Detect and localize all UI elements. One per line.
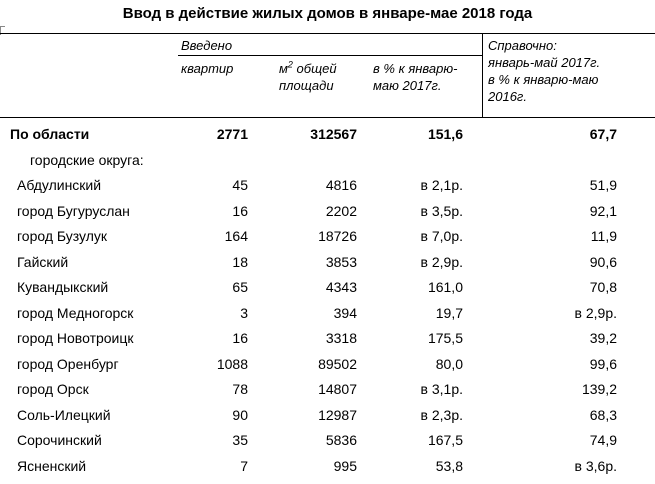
row-apartments: 3: [240, 304, 248, 321]
row-area: 4343: [325, 279, 357, 295]
header-area-unit: м: [279, 61, 288, 76]
row-reference: 39,2: [589, 330, 617, 346]
header-top-rule: [0, 33, 655, 34]
row-name: Ясненский: [17, 457, 87, 474]
row-percent: 175,5: [427, 330, 463, 346]
row-area: 2202: [325, 202, 357, 219]
header-reference-line1: Справочно:: [488, 38, 557, 53]
header-area: [279, 60, 337, 94]
header-area-sup: 2: [287, 59, 293, 70]
table-row: [0, 201, 655, 227]
header-apartments: квартир: [181, 61, 234, 76]
header-reference: [488, 37, 600, 105]
row-name: город Бугуруслан: [17, 202, 130, 219]
row-apartments: 65: [232, 279, 248, 295]
table-row: [0, 456, 655, 482]
row-area: 89502: [318, 355, 357, 372]
header-percent: [373, 60, 457, 94]
row-reference: 90,6: [589, 253, 617, 270]
header-area-line1: общей: [292, 61, 337, 76]
row-area: 995: [333, 457, 357, 474]
header-reference-line2: январь-май 2017г.: [488, 55, 601, 70]
row-apartments: 35: [232, 432, 248, 448]
row-name: город Оренбург: [17, 355, 119, 372]
total-row: [0, 124, 655, 150]
row-name: Кувандыкский: [17, 279, 109, 295]
row-area: 18726: [318, 228, 357, 244]
header-area-line2: площади: [279, 78, 334, 93]
table-row: [0, 354, 655, 380]
row-reference: 92,1: [589, 202, 617, 219]
row-apartments: 7: [240, 457, 248, 474]
row-reference: 139,2: [581, 381, 617, 397]
table-title: Ввод в действие жилых домов в январе-мае 2018 года: [122, 5, 533, 22]
row-apartments: 2771: [216, 126, 248, 142]
header-divider: [482, 33, 483, 117]
table-row: [0, 277, 655, 303]
header-introduced: Введено: [181, 38, 233, 53]
row-apartments: 90: [232, 406, 248, 423]
row-reference: в 2,9р.: [574, 304, 617, 321]
row-name: Соль-Илецкий: [17, 406, 111, 423]
row-area: 3853: [325, 253, 357, 270]
row-apartments: 16: [232, 202, 248, 219]
row-percent: 151,6: [427, 126, 463, 142]
row-reference: 51,9: [589, 177, 617, 193]
row-name: город Орск: [17, 381, 89, 397]
header-reference-line3: в % к январю-маю: [488, 72, 599, 87]
row-name: город Медногорск: [17, 304, 134, 321]
row-percent: в 2,9р.: [420, 253, 463, 270]
row-apartments: 164: [224, 228, 248, 244]
table-body: [0, 124, 655, 481]
row-area: 14807: [318, 381, 357, 397]
row-apartments: 16: [232, 330, 248, 346]
row-percent: в 2,1р.: [420, 177, 463, 193]
row-reference: 68,3: [589, 406, 617, 423]
row-apartments: 78: [232, 381, 248, 397]
row-percent: 167,5: [427, 432, 463, 448]
row-name: Гайский: [17, 253, 69, 270]
row-apartments: 45: [232, 177, 248, 193]
table-row: [0, 405, 655, 431]
row-percent: 53,8: [435, 457, 463, 474]
row-percent: 19,7: [435, 304, 463, 321]
table-row: [0, 303, 655, 329]
header-sub-rule: [178, 55, 482, 56]
row-name: город Бузулук: [17, 228, 108, 244]
row-percent: 80,0: [435, 355, 463, 372]
row-apartments: 18: [232, 253, 248, 270]
table-row: [0, 226, 655, 252]
row-reference: 74,9: [589, 432, 617, 448]
table-row: [0, 328, 655, 354]
row-percent: в 2,3р.: [420, 406, 463, 423]
row-apartments: 1088: [216, 355, 248, 372]
row-area: 312567: [310, 126, 357, 142]
subheading-row: [0, 150, 655, 176]
row-area: 3318: [325, 330, 357, 346]
row-name: Абдулинский: [17, 177, 102, 193]
row-percent: в 3,1р.: [420, 381, 463, 397]
row-reference: 67,7: [589, 126, 617, 142]
row-area: 12987: [318, 406, 357, 423]
header-percent-line2: маю 2017г.: [373, 78, 442, 93]
row-percent: в 7,0р.: [420, 228, 463, 244]
row-reference: в 3,6р.: [574, 457, 617, 474]
table-row: [0, 252, 655, 278]
row-reference: 70,8: [589, 279, 617, 295]
header-percent-line1: в % к январю-: [373, 61, 458, 76]
row-reference: 99,6: [589, 355, 617, 372]
table-row: [0, 175, 655, 201]
row-name: По области: [10, 126, 90, 142]
row-area: 4816: [325, 177, 357, 193]
row-percent: 161,0: [427, 279, 463, 295]
row-area: 394: [333, 304, 357, 321]
row-area: 5836: [325, 432, 357, 448]
table-row: [0, 430, 655, 456]
table-row: [0, 379, 655, 405]
row-name: город Новотроицк: [17, 330, 134, 346]
row-name: Сорочинский: [17, 432, 102, 448]
row-reference: 11,9: [590, 228, 617, 244]
subheading-label: городские округа:: [30, 151, 144, 168]
row-percent: в 3,5р.: [420, 202, 463, 219]
header-bottom-rule: [0, 117, 655, 118]
header-reference-line4: 2016г.: [488, 89, 527, 104]
